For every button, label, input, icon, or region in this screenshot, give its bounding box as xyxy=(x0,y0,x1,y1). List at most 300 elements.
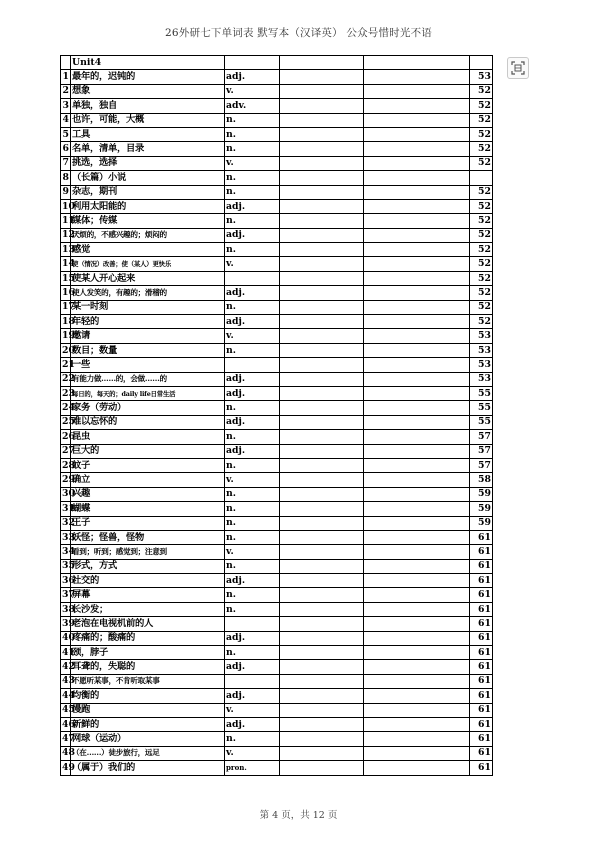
answer-blank[interactable] xyxy=(280,458,364,472)
page-number: 53 xyxy=(470,372,493,386)
part-of-speech xyxy=(225,271,280,285)
word-row xyxy=(61,631,493,645)
chinese-meaning: （在……）徒步旅行，远足 xyxy=(71,746,225,760)
answer-blank[interactable] xyxy=(280,415,364,429)
part-of-speech: adj. xyxy=(225,660,280,674)
answer-blank-extra[interactable] xyxy=(364,401,470,415)
chinese-meaning: 蚊子 xyxy=(71,458,225,472)
part-of-speech: adj. xyxy=(225,689,280,703)
chinese-meaning: 蝴蝶 xyxy=(71,502,225,516)
word-row xyxy=(61,689,493,703)
answer-blank-extra[interactable] xyxy=(364,717,470,731)
chinese-meaning: 想象 xyxy=(71,84,225,98)
page-number: 57 xyxy=(470,458,493,472)
part-of-speech: n. xyxy=(225,243,280,257)
chinese-meaning: 王子 xyxy=(71,516,225,530)
answer-blank-extra[interactable] xyxy=(364,473,470,487)
chinese-meaning: 长沙发； xyxy=(71,602,225,616)
page-number: 61 xyxy=(470,574,493,588)
word-row xyxy=(61,99,493,113)
row-number: 1 xyxy=(61,70,71,84)
answer-blank[interactable] xyxy=(280,286,364,300)
row-number: 34 xyxy=(61,545,71,559)
part-of-speech: adj. xyxy=(225,372,280,386)
word-row xyxy=(61,156,493,170)
row-number: 7 xyxy=(61,156,71,170)
row-number: 49 xyxy=(61,761,71,775)
answer-blank[interactable] xyxy=(280,156,364,170)
chinese-meaning: 感觉 xyxy=(71,243,225,257)
page-number xyxy=(470,171,493,185)
page-number: 55 xyxy=(470,415,493,429)
answer-blank[interactable] xyxy=(280,574,364,588)
chinese-meaning: 不愿听某事，不肯听取某事 xyxy=(71,674,225,688)
answer-blank[interactable] xyxy=(280,689,364,703)
answer-blank-extra[interactable] xyxy=(364,372,470,386)
word-row xyxy=(61,243,493,257)
row-number: 2 xyxy=(61,84,71,98)
part-of-speech: v. xyxy=(225,545,280,559)
answer-blank[interactable] xyxy=(280,257,364,271)
chinese-meaning: 厌烦的，不感兴趣的；烦闷的 xyxy=(71,228,225,242)
answer-blank[interactable] xyxy=(280,746,364,760)
page-number: 61 xyxy=(470,732,493,746)
part-of-speech xyxy=(225,617,280,631)
word-row xyxy=(61,559,493,573)
chinese-meaning: 昆虫 xyxy=(71,430,225,444)
answer-blank-extra[interactable] xyxy=(364,559,470,573)
part-of-speech: n. xyxy=(225,487,280,501)
part-of-speech: n. xyxy=(225,458,280,472)
answer-blank-extra[interactable] xyxy=(364,689,470,703)
part-of-speech: v. xyxy=(225,84,280,98)
page-footer: 第 4 页，共 12 页 xyxy=(259,810,338,821)
answer-blank[interactable] xyxy=(280,243,364,257)
answer-blank[interactable] xyxy=(280,502,364,516)
page-number: 61 xyxy=(470,530,493,544)
answer-blank-extra[interactable] xyxy=(364,674,470,688)
chinese-meaning: 有能力做……的，会做……的 xyxy=(71,372,225,386)
word-row xyxy=(61,703,493,717)
answer-blank-extra[interactable] xyxy=(364,214,470,228)
answer-blank[interactable] xyxy=(280,343,364,357)
word-row xyxy=(61,401,493,415)
part-of-speech: n. xyxy=(225,300,280,314)
answer-blank[interactable] xyxy=(280,674,364,688)
row-number: 23 xyxy=(61,386,71,400)
word-row xyxy=(61,286,493,300)
answer-blank-extra[interactable] xyxy=(364,574,470,588)
part-of-speech: v. xyxy=(225,473,280,487)
part-of-speech: pron. xyxy=(225,761,280,775)
answer-blank[interactable] xyxy=(280,271,364,285)
part-of-speech: adj. xyxy=(225,386,280,400)
row-number: 46 xyxy=(61,717,71,731)
answer-blank-extra[interactable] xyxy=(364,358,470,372)
chinese-meaning: 使（情况）改善；使（某人）更快乐 xyxy=(71,257,225,271)
page-number: 52 xyxy=(470,199,493,213)
chinese-meaning: 每日的，每天的；daily life日常生活 xyxy=(71,386,225,400)
part-of-speech: n. xyxy=(225,113,280,127)
answer-blank-extra[interactable] xyxy=(364,646,470,660)
answer-blank[interactable] xyxy=(280,386,364,400)
row-number: 38 xyxy=(61,602,71,616)
word-row xyxy=(61,127,493,141)
answer-blank-extra[interactable] xyxy=(364,761,470,775)
answer-blank-extra[interactable] xyxy=(364,185,470,199)
row-number: 9 xyxy=(61,185,71,199)
page-number: 61 xyxy=(470,717,493,731)
answer-blank[interactable] xyxy=(280,559,364,573)
row-number: 29 xyxy=(61,473,71,487)
page-number: 52 xyxy=(470,286,493,300)
page-number: 59 xyxy=(470,487,493,501)
chinese-meaning: 使某人开心起来 xyxy=(71,271,225,285)
answer-blank-extra[interactable] xyxy=(364,156,470,170)
row-number: 16 xyxy=(61,286,71,300)
word-row xyxy=(61,761,493,775)
row-number: 44 xyxy=(61,689,71,703)
word-row xyxy=(61,473,493,487)
chinese-meaning: 巨大的 xyxy=(71,444,225,458)
answer-blank-extra[interactable] xyxy=(364,343,470,357)
answer-blank[interactable] xyxy=(280,732,364,746)
row-number: 26 xyxy=(61,430,71,444)
part-of-speech: n. xyxy=(225,185,280,199)
chinese-meaning: 一些 xyxy=(71,358,225,372)
row-number: 11 xyxy=(61,214,71,228)
answer-blank-extra[interactable] xyxy=(364,458,470,472)
chinese-meaning: 老泡在电视机前的人 xyxy=(71,617,225,631)
row-number: 20 xyxy=(61,343,71,357)
answer-blank[interactable] xyxy=(280,646,364,660)
answer-blank-extra[interactable] xyxy=(364,530,470,544)
part-of-speech: adj. xyxy=(225,415,280,429)
answer-blank[interactable] xyxy=(280,487,364,501)
row-number: 19 xyxy=(61,329,71,343)
row-number: 22 xyxy=(61,372,71,386)
page-number: 61 xyxy=(470,674,493,688)
page-number: 52 xyxy=(470,228,493,242)
word-row xyxy=(61,746,493,760)
row-number: 3 xyxy=(61,99,71,113)
page-number: 52 xyxy=(470,214,493,228)
word-row xyxy=(61,588,493,602)
word-row xyxy=(61,315,493,329)
answer-blank[interactable] xyxy=(280,127,364,141)
chinese-meaning: 也许，可能，大概 xyxy=(71,113,225,127)
row-number: 35 xyxy=(61,559,71,573)
answer-blank-extra[interactable] xyxy=(364,286,470,300)
part-of-speech: adj. xyxy=(225,315,280,329)
page-number: 61 xyxy=(470,689,493,703)
answer-blank-extra[interactable] xyxy=(364,171,470,185)
word-row xyxy=(61,343,493,357)
row-number: 25 xyxy=(61,415,71,429)
page-number: 53 xyxy=(470,358,493,372)
answer-blank[interactable] xyxy=(280,142,364,156)
chinese-meaning: 兴趣 xyxy=(71,487,225,501)
answer-blank-extra[interactable] xyxy=(364,199,470,213)
chinese-meaning: 媒体；传媒 xyxy=(71,214,225,228)
chinese-meaning: 疼痛的；酸痛的 xyxy=(71,631,225,645)
row-number: 40 xyxy=(61,631,71,645)
row-number: 18 xyxy=(61,315,71,329)
answer-blank-extra[interactable] xyxy=(364,588,470,602)
answer-blank[interactable] xyxy=(280,717,364,731)
part-of-speech: n. xyxy=(225,430,280,444)
word-row xyxy=(61,415,493,429)
row-number: 41 xyxy=(61,646,71,660)
part-of-speech: adj. xyxy=(225,717,280,731)
part-of-speech: adv. xyxy=(225,99,280,113)
answer-blank-extra[interactable] xyxy=(364,127,470,141)
answer-blank-extra[interactable] xyxy=(364,430,470,444)
answer-blank-extra[interactable] xyxy=(364,386,470,400)
answer-blank-extra[interactable] xyxy=(364,487,470,501)
scan-icon xyxy=(511,61,525,75)
word-row xyxy=(61,142,493,156)
word-row xyxy=(61,113,493,127)
answer-blank-extra[interactable] xyxy=(364,243,470,257)
answer-blank-extra[interactable] xyxy=(364,545,470,559)
row-number: 30 xyxy=(61,487,71,501)
row-number: 43 xyxy=(61,674,71,688)
answer-blank-extra[interactable] xyxy=(364,631,470,645)
page-number: 61 xyxy=(470,617,493,631)
answer-blank[interactable] xyxy=(280,660,364,674)
answer-blank-extra[interactable] xyxy=(364,732,470,746)
page-number: 61 xyxy=(470,746,493,760)
part-of-speech: n. xyxy=(225,732,280,746)
word-row xyxy=(61,386,493,400)
answer-blank-extra[interactable] xyxy=(364,70,470,84)
chinese-meaning: 家务（劳动） xyxy=(71,401,225,415)
answer-blank-extra[interactable] xyxy=(364,660,470,674)
answer-blank[interactable] xyxy=(280,84,364,98)
page-number: 53 xyxy=(470,329,493,343)
part-of-speech: n. xyxy=(225,401,280,415)
page-number: 52 xyxy=(470,84,493,98)
row-number: 27 xyxy=(61,444,71,458)
row-number: 42 xyxy=(61,660,71,674)
word-row xyxy=(61,574,493,588)
answer-blank-extra[interactable] xyxy=(364,444,470,458)
word-row xyxy=(61,444,493,458)
answer-blank-extra[interactable] xyxy=(364,99,470,113)
part-of-speech: n. xyxy=(225,516,280,530)
answer-blank[interactable] xyxy=(280,171,364,185)
answer-blank[interactable] xyxy=(280,300,364,314)
word-row xyxy=(61,516,493,530)
answer-blank-extra[interactable] xyxy=(364,329,470,343)
answer-blank[interactable] xyxy=(280,214,364,228)
scan-tool-button[interactable] xyxy=(507,57,529,79)
chinese-meaning: （长篇）小说 xyxy=(71,171,225,185)
answer-blank[interactable] xyxy=(280,602,364,616)
word-row xyxy=(61,271,493,285)
answer-blank-extra[interactable] xyxy=(364,228,470,242)
answer-blank[interactable] xyxy=(280,372,364,386)
chinese-meaning: 最年的，迟钝的 xyxy=(71,70,225,84)
part-of-speech: v. xyxy=(225,746,280,760)
chinese-meaning: 利用太阳能的 xyxy=(71,199,225,213)
page-number: 61 xyxy=(470,703,493,717)
part-of-speech: n. xyxy=(225,127,280,141)
answer-blank[interactable] xyxy=(280,315,364,329)
word-row xyxy=(61,171,493,185)
word-row xyxy=(61,458,493,472)
word-row xyxy=(61,646,493,660)
page-number: 57 xyxy=(470,430,493,444)
part-of-speech: v. xyxy=(225,156,280,170)
answer-blank[interactable] xyxy=(280,761,364,775)
page-number: 61 xyxy=(470,631,493,645)
answer-blank-extra[interactable] xyxy=(364,502,470,516)
word-row xyxy=(61,602,493,616)
chinese-meaning: 新鲜的 xyxy=(71,717,225,731)
answer-blank[interactable] xyxy=(280,185,364,199)
chinese-meaning: 单独，独自 xyxy=(71,99,225,113)
page-number: 61 xyxy=(470,602,493,616)
word-row xyxy=(61,674,493,688)
word-row xyxy=(61,717,493,731)
answer-blank[interactable] xyxy=(280,631,364,645)
word-row xyxy=(61,617,493,631)
answer-blank[interactable] xyxy=(280,703,364,717)
word-row xyxy=(61,487,493,501)
chinese-meaning: 均衡的 xyxy=(71,689,225,703)
page-number: 61 xyxy=(470,761,493,775)
word-row xyxy=(61,228,493,242)
page-number: 52 xyxy=(470,271,493,285)
answer-blank[interactable] xyxy=(280,444,364,458)
word-row xyxy=(61,84,493,98)
page-number: 52 xyxy=(470,300,493,314)
part-of-speech: n. xyxy=(225,171,280,185)
answer-blank-extra[interactable] xyxy=(364,84,470,98)
word-row xyxy=(61,530,493,544)
word-row xyxy=(61,185,493,199)
row-number: 5 xyxy=(61,127,71,141)
page-number: 61 xyxy=(470,660,493,674)
chinese-meaning: 年轻的 xyxy=(71,315,225,329)
row-number: 45 xyxy=(61,703,71,717)
row-number: 6 xyxy=(61,142,71,156)
answer-blank-extra[interactable] xyxy=(364,271,470,285)
chinese-meaning: 慢跑 xyxy=(71,703,225,717)
row-number: 24 xyxy=(61,401,71,415)
page-number: 61 xyxy=(470,545,493,559)
page-number: 61 xyxy=(470,588,493,602)
answer-blank[interactable] xyxy=(280,329,364,343)
row-number: 10 xyxy=(61,199,71,213)
answer-blank-extra[interactable] xyxy=(364,142,470,156)
answer-blank-extra[interactable] xyxy=(364,602,470,616)
answer-blank[interactable] xyxy=(280,430,364,444)
part-of-speech xyxy=(225,674,280,688)
part-of-speech: adj. xyxy=(225,631,280,645)
page-number: 61 xyxy=(470,559,493,573)
answer-blank[interactable] xyxy=(280,113,364,127)
row-number: 12 xyxy=(61,228,71,242)
answer-blank[interactable] xyxy=(280,530,364,544)
answer-blank[interactable] xyxy=(280,228,364,242)
word-row xyxy=(61,300,493,314)
answer-blank-extra[interactable] xyxy=(364,746,470,760)
answer-blank[interactable] xyxy=(280,70,364,84)
answer-blank-extra[interactable] xyxy=(364,300,470,314)
chinese-meaning: 难以忘怀的 xyxy=(71,415,225,429)
answer-blank-extra[interactable] xyxy=(364,113,470,127)
part-of-speech: v. xyxy=(225,257,280,271)
page-number: 58 xyxy=(470,473,493,487)
answer-blank-extra[interactable] xyxy=(364,703,470,717)
part-of-speech: adj. xyxy=(225,574,280,588)
answer-blank[interactable] xyxy=(280,99,364,113)
answer-blank[interactable] xyxy=(280,401,364,415)
word-row xyxy=(61,430,493,444)
row-number: 31 xyxy=(61,502,71,516)
answer-blank[interactable] xyxy=(280,588,364,602)
row-number: 36 xyxy=(61,574,71,588)
chinese-meaning: 形式，方式 xyxy=(71,559,225,573)
answer-blank-extra[interactable] xyxy=(364,415,470,429)
word-row xyxy=(61,329,493,343)
answer-blank[interactable] xyxy=(280,358,364,372)
answer-blank-extra[interactable] xyxy=(364,516,470,530)
chinese-meaning: 邀请 xyxy=(71,329,225,343)
page-number: 52 xyxy=(470,315,493,329)
answer-blank-extra[interactable] xyxy=(364,257,470,271)
page-number: 52 xyxy=(470,99,493,113)
answer-blank-extra[interactable] xyxy=(364,617,470,631)
chinese-meaning: 使人发笑的，有趣的；滑稽的 xyxy=(71,286,225,300)
answer-blank[interactable] xyxy=(280,545,364,559)
page-number: 52 xyxy=(470,113,493,127)
part-of-speech: adj. xyxy=(225,286,280,300)
row-number: 48 xyxy=(61,746,71,760)
answer-blank[interactable] xyxy=(280,199,364,213)
word-row xyxy=(61,545,493,559)
part-of-speech: n. xyxy=(225,588,280,602)
answer-blank[interactable] xyxy=(280,617,364,631)
word-row xyxy=(61,199,493,213)
page-number: 55 xyxy=(470,401,493,415)
word-row xyxy=(61,372,493,386)
chinese-meaning: 名单，清单，目录 xyxy=(71,142,225,156)
row-number: 37 xyxy=(61,588,71,602)
row-number: 28 xyxy=(61,458,71,472)
row-number: 4 xyxy=(61,113,71,127)
row-number: 17 xyxy=(61,300,71,314)
page-number: 52 xyxy=(470,257,493,271)
row-number: 32 xyxy=(61,516,71,530)
chinese-meaning: 某一时刻 xyxy=(71,300,225,314)
word-row xyxy=(61,502,493,516)
word-row xyxy=(61,214,493,228)
chinese-meaning: 屏幕 xyxy=(71,588,225,602)
word-row xyxy=(61,358,493,372)
answer-blank-extra[interactable] xyxy=(364,315,470,329)
unit-header-row xyxy=(61,56,493,70)
part-of-speech: n. xyxy=(225,530,280,544)
answer-blank[interactable] xyxy=(280,516,364,530)
answer-blank[interactable] xyxy=(280,473,364,487)
page-number: 61 xyxy=(470,646,493,660)
part-of-speech: n. xyxy=(225,214,280,228)
word-row xyxy=(61,257,493,271)
